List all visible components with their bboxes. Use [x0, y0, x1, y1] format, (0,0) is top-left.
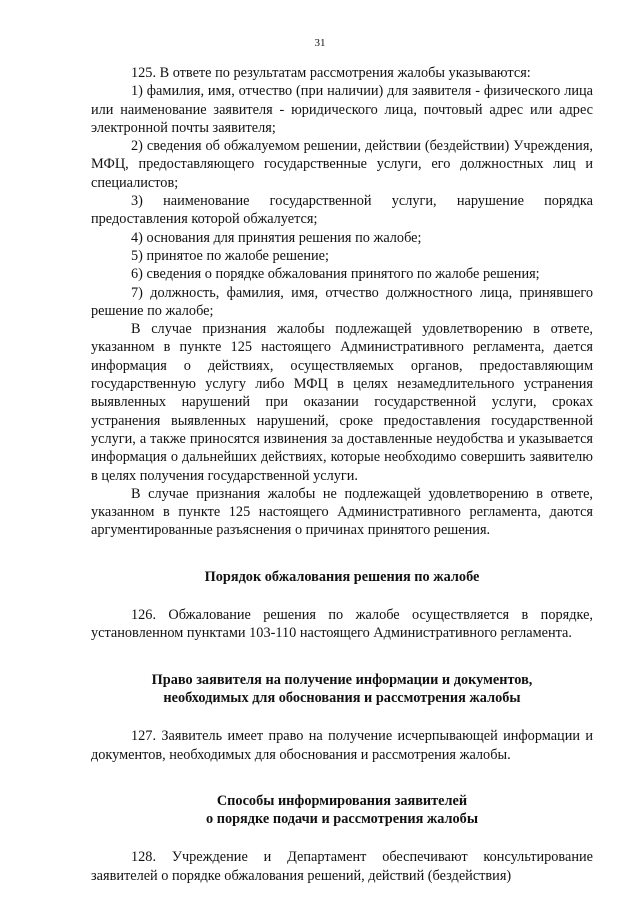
paragraph-125-item-2: 2) сведения об обжалуемом решении, действии (бездействии) Учреждения, МФЦ, предоставляющего государственные услуги, его должностных лиц и специалистов;: [91, 138, 593, 191]
paragraph-127: 127. Заявитель имеет право на получение исчерпывающей информации и документов, необходимых для обоснования и рассмотрения жалобы.: [91, 728, 593, 763]
paragraph-125-intro: 125. В ответе по результатам рассмотрения жалобы указываются:: [131, 65, 531, 81]
paragraph-125-satisfied: В случае признания жалобы подлежащей удовлетворению в ответе, указанном в пункте 125 настоящего Административного регламента, дается информация о действиях, осуществляемых органов, предоставляющим государственную услугу либо МФЦ в целях незамедлительного устранения выявленных нарушений при оказании государственной услуги, сроках устранения выявленных нарушений, сроке предоставления государственной услуги, а также приносятся извинения за доставленные неудобства и указывается информация о дальнейших действиях, которые необходимо совершить заявителю в целях получения государственной услуги.: [91, 321, 593, 484]
paragraph-125-item-1: 1) фамилия, имя, отчество (при наличии) для заявителя - физического лица или наименование заявителя - юридического лица, почтовый адрес или адрес электронной почты заявителя;: [91, 83, 593, 136]
heading-informing-methods: [91, 792, 593, 829]
document-body: [91, 64, 593, 885]
heading-applicant-rights-line-1: Право заявителя на получение информации и документов,: [151, 671, 533, 688]
heading-applicant-rights-line-2: необходимых для обоснования и рассмотрения жалобы: [163, 689, 521, 706]
heading-informing-methods-line-1: Способы информирования заявителей: [216, 792, 468, 809]
paragraph-125-item-4: 4) основания для принятия решения по жалобе;: [131, 229, 422, 246]
paragraph-128: 128. Учреждение и Департамент обеспечивают консультирование заявителей о порядке обжалования решений, действий (бездействия): [91, 849, 593, 884]
paragraph-125-item-3: 3) наименование государственной услуги, нарушение порядка предоставления которой обжалуется;: [91, 193, 593, 228]
page-number: 31: [314, 37, 326, 49]
paragraph-125-item-7: 7) должность, фамилия, имя, отчество должностного лица, принявшего решение по жалобе;: [91, 284, 593, 319]
heading-appeal-procedure: Порядок обжалования решения по жалобе: [204, 568, 480, 585]
heading-informing-methods-line-2: о порядке подачи и рассмотрения жалобы: [206, 811, 478, 828]
paragraph-126: 126. Обжалование решения по жалобе осуществляется в порядке, установленном пунктами 103-110 настоящего Административного регламента.: [91, 607, 593, 642]
paragraph-125-rejected: В случае признания жалобы не подлежащей удовлетворению в ответе, указанном в пункте 125 настоящего Административного регламента, даются аргументированные разъяснения о причинах принятого решения.: [91, 485, 593, 539]
paragraph-125-item-5: 5) принятое по жалобе решение;: [131, 247, 329, 264]
heading-applicant-rights: [91, 671, 593, 708]
paragraph-125-item-6: 6) сведения о порядке обжалования принятого по жалобе решения;: [131, 266, 540, 283]
